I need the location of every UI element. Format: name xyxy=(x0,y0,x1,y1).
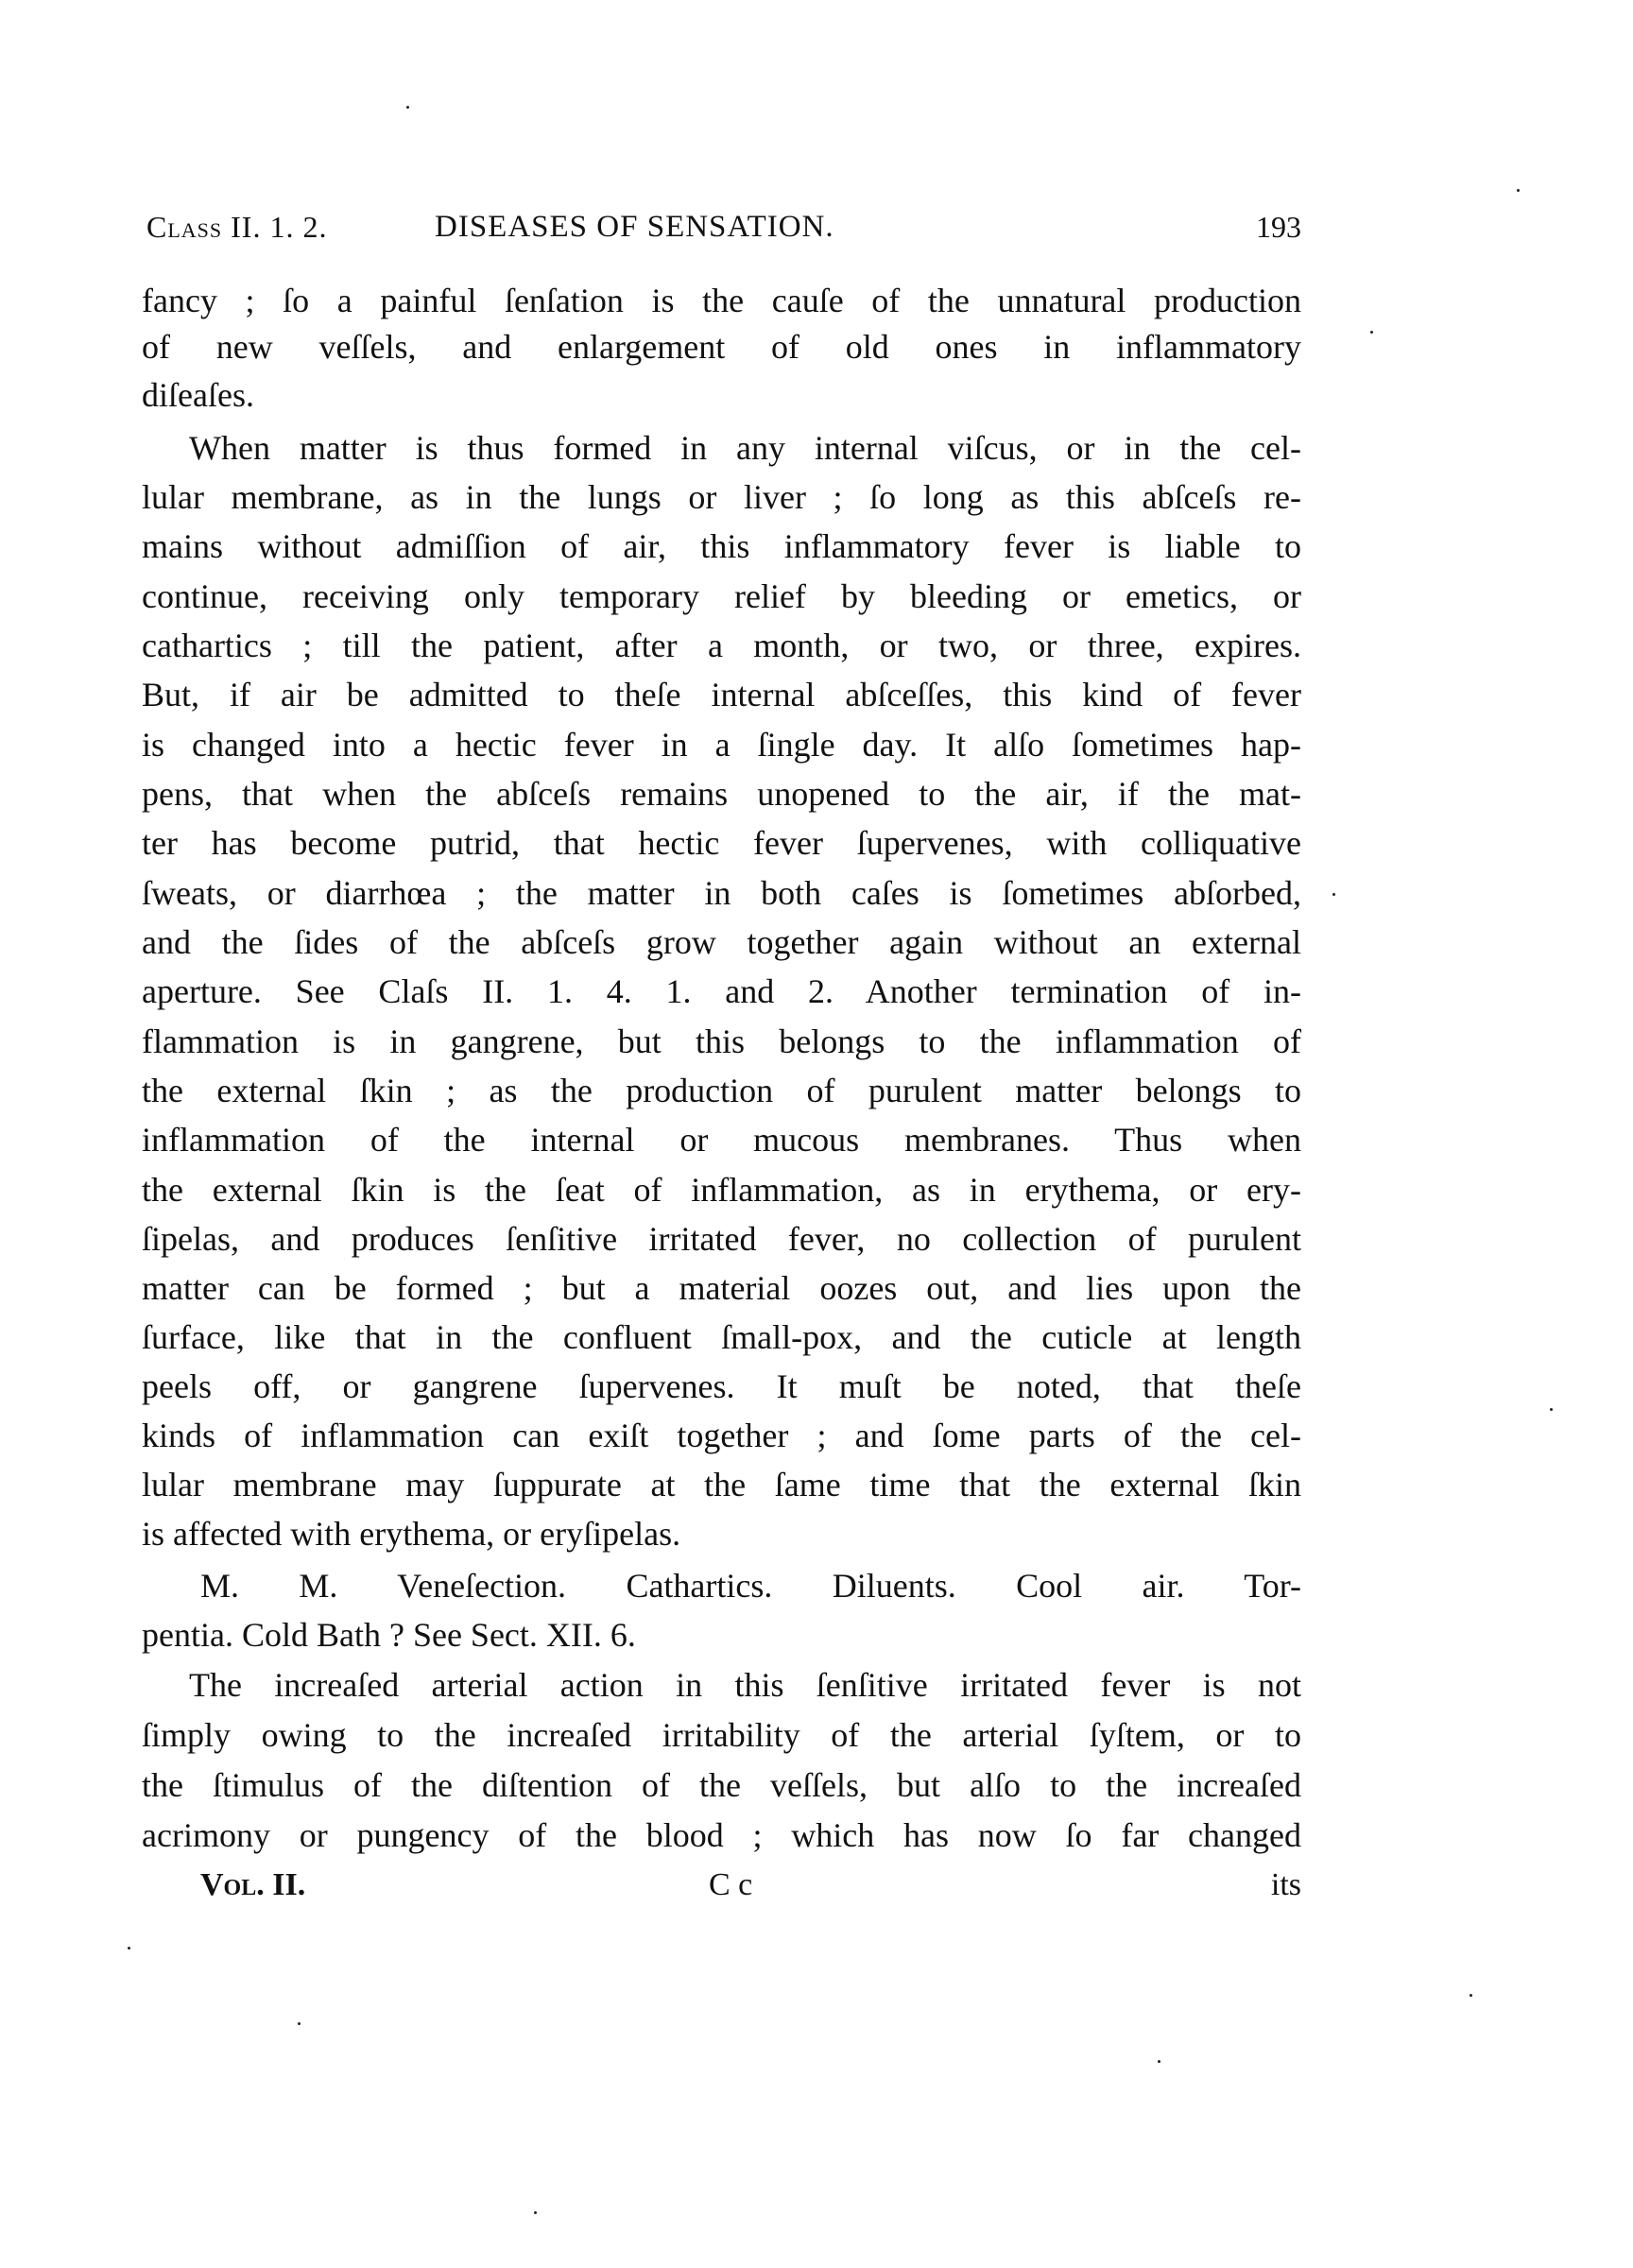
volume-label: Vol. II. xyxy=(200,1867,306,1902)
page-footer xyxy=(142,1867,1301,1905)
scan-speck xyxy=(1158,2060,1160,2063)
scan-speck xyxy=(1517,189,1520,192)
scan-speck xyxy=(1332,893,1335,896)
text-line: continue, receiving only temporary relief by bleeding or emetics, or xyxy=(142,577,1301,615)
paragraph-start-line: The increaſed arterial action in this ſenſitive irritated fever is not xyxy=(189,1666,1301,1704)
text-line: is changed into a hectic fever in a ſingle day. It alſo ſometimes hap- xyxy=(142,726,1301,764)
text-line: the ſtimulus of the diſtention of the veſſels, but alſo to the increaſed xyxy=(142,1766,1301,1804)
scan-speck xyxy=(1550,1408,1553,1411)
text-line: ſurface, like that in the confluent ſmall-pox, and the cuticle at length xyxy=(142,1318,1301,1356)
text-line: of new veſſels, and enlargement of old ones in inflammatory xyxy=(142,328,1301,366)
scan-speck xyxy=(534,2211,537,2214)
text-line: cathartics ; till the patient, after a month, or two, or three, expires. xyxy=(142,627,1301,664)
scan-speck xyxy=(298,2022,301,2025)
text-line: ter has become putrid, that hectic fever ſupervenes, with colliquative xyxy=(142,824,1301,862)
signature-mark: C c xyxy=(709,1867,753,1902)
text-line: But, if air be admitted to theſe internal abſceſſes, this kind of fever xyxy=(142,676,1301,713)
scan-speck xyxy=(1470,1994,1472,1997)
text-line: and the ſides of the abſceſs grow together again without an external xyxy=(142,923,1301,961)
text-line: ſipelas, and produces ſenſitive irritated fever, no collection of purulent xyxy=(142,1220,1301,1258)
running-header xyxy=(146,210,1301,248)
scan-speck xyxy=(406,106,409,109)
text-line: matter can be formed ; but a material oozes out, and lies upon the xyxy=(142,1269,1301,1307)
text-line: kinds of inflammation can exiſt together ; and ſome parts of the cel- xyxy=(142,1417,1301,1454)
text-line: is affected with erythema, or eryſipelas. xyxy=(142,1515,681,1553)
text-line: diſeaſes. xyxy=(142,376,254,414)
text-line: lular membrane, as in the lungs or liver ; ſo long as this abſceſs re- xyxy=(142,478,1301,516)
scan-speck xyxy=(128,1947,130,1950)
text-line: fancy ; ſo a painful ſenſation is the cauſe of the unnatural production xyxy=(142,282,1301,319)
paragraph-start-line: When matter is thus formed in any internal viſcus, or in the cel- xyxy=(189,429,1301,467)
text-line: inflammation of the internal or mucous membranes. Thus when xyxy=(142,1121,1301,1159)
catchword: its xyxy=(1270,1867,1301,1902)
text-line: ſweats, or diarrhœa ; the matter in both caſes is ſometimes abſorbed, xyxy=(142,874,1301,912)
text-line: pens, that when the abſceſs remains unopened to the air, if the mat- xyxy=(142,775,1301,813)
text-line: peels off, or gangrene ſupervenes. It muſt be noted, that theſe xyxy=(142,1367,1301,1405)
text-line: flammation is in gangrene, but this belongs to the inflammation of xyxy=(142,1022,1301,1060)
materia-medica-line: pentia. Cold Bath ? See Sect. XII. 6. xyxy=(142,1616,636,1654)
running-class-label: Class II. 1. 2. xyxy=(146,210,328,244)
text-line: lular membrane may ſuppurate at the ſame time that the external ſkin xyxy=(142,1466,1301,1503)
page-number: 193 xyxy=(1256,210,1301,244)
running-title: DISEASES OF SENSATION. xyxy=(435,210,834,244)
text-line: acrimony or pungency of the blood ; which has now ſo far changed xyxy=(142,1816,1301,1854)
materia-medica-line: M. M. Veneſection. Cathartics. Diluents. Cool air. Tor- xyxy=(200,1567,1301,1605)
text-line: the external ſkin ; as the production of purulent matter belongs to xyxy=(142,1072,1301,1109)
scan-speck xyxy=(1370,331,1373,334)
text-line: ſimply owing to the increaſed irritability of the arterial ſyſtem, or to xyxy=(142,1716,1301,1754)
text-line: the external ſkin is the ſeat of inflammation, as in erythema, or ery- xyxy=(142,1171,1301,1209)
text-line: aperture. See Claſs II. 1. 4. 1. and 2. Another termination of in- xyxy=(142,972,1301,1010)
text-line: mains without admiſſion of air, this inflammatory fever is liable to xyxy=(142,527,1301,565)
